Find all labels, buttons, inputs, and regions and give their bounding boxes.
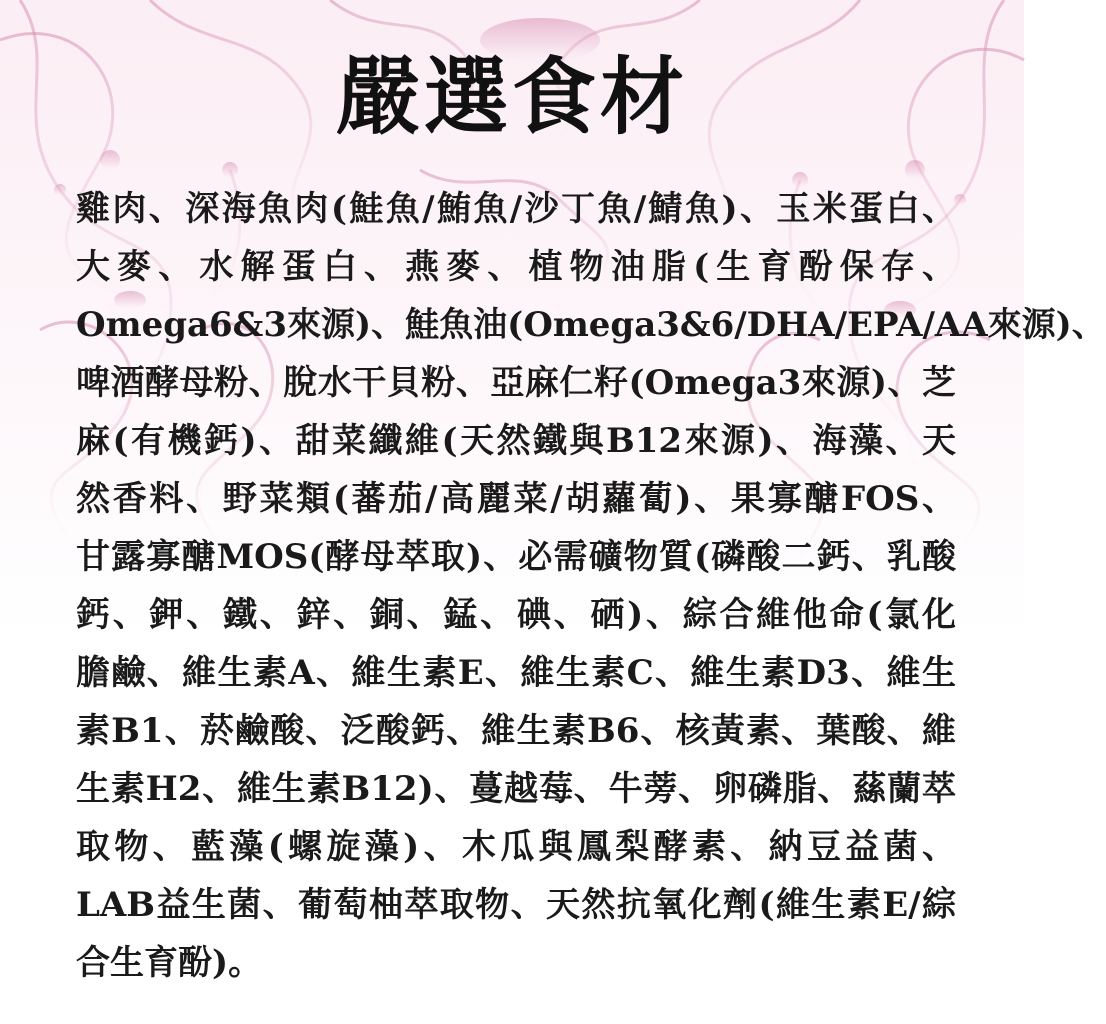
ingredient-line: 取物、藍藻(螺旋藻)、木瓜與鳳梨酵素、納豆益菌、 — [76, 827, 956, 867]
ingredient-line: 麻(有機鈣)、甜菜纖維(天然鐵與B12來源)、海藻、天 — [76, 421, 956, 461]
ingredient-line: 啤酒酵母粉、脫水干貝粉、亞麻仁籽(Omega3來源)、芝 — [76, 363, 956, 403]
ingredient-line: 雞肉、深海魚肉(鮭魚/鮪魚/沙丁魚/鯖魚)、玉米蛋白、 — [76, 189, 956, 229]
ingredient-line: 合生育酚)。 — [76, 943, 263, 983]
ingredient-line: LAB益生菌、葡萄柚萃取物、天然抗氧化劑(維生素E/綜 — [76, 885, 956, 925]
ingredients-list — [76, 180, 1106, 992]
ingredient-line: Omega6&3來源)、鮭魚油(Omega3&6/DHA/EPA/AA來源)、 — [76, 305, 1106, 345]
ingredient-line: 大麥、水解蛋白、燕麥、植物油脂(生育酚保存、 — [76, 247, 956, 287]
ingredient-line: 膽鹼、維生素A、維生素E、維生素C、維生素D3、維生 — [76, 653, 956, 693]
ingredient-line: 鈣、鉀、鐵、鋅、銅、錳、碘、硒)、綜合維他命(氯化 — [76, 595, 956, 635]
ingredient-line: 素B1、菸鹼酸、泛酸鈣、維生素B6、核黃素、葉酸、維 — [76, 711, 956, 751]
ingredient-line: 然香料、野菜類(蕃茄/高麗菜/胡蘿蔔)、果寡醣FOS、 — [76, 479, 956, 519]
ingredient-line: 生素H2、維生素B12)、蔓越莓、牛蒡、卵磷脂、蕬蘭萃 — [76, 769, 956, 809]
page-title: 嚴選食材 — [335, 47, 688, 146]
ingredient-line: 甘露寡醣MOS(酵母萃取)、必需礦物質(磷酸二鈣、乳酸 — [76, 537, 956, 577]
